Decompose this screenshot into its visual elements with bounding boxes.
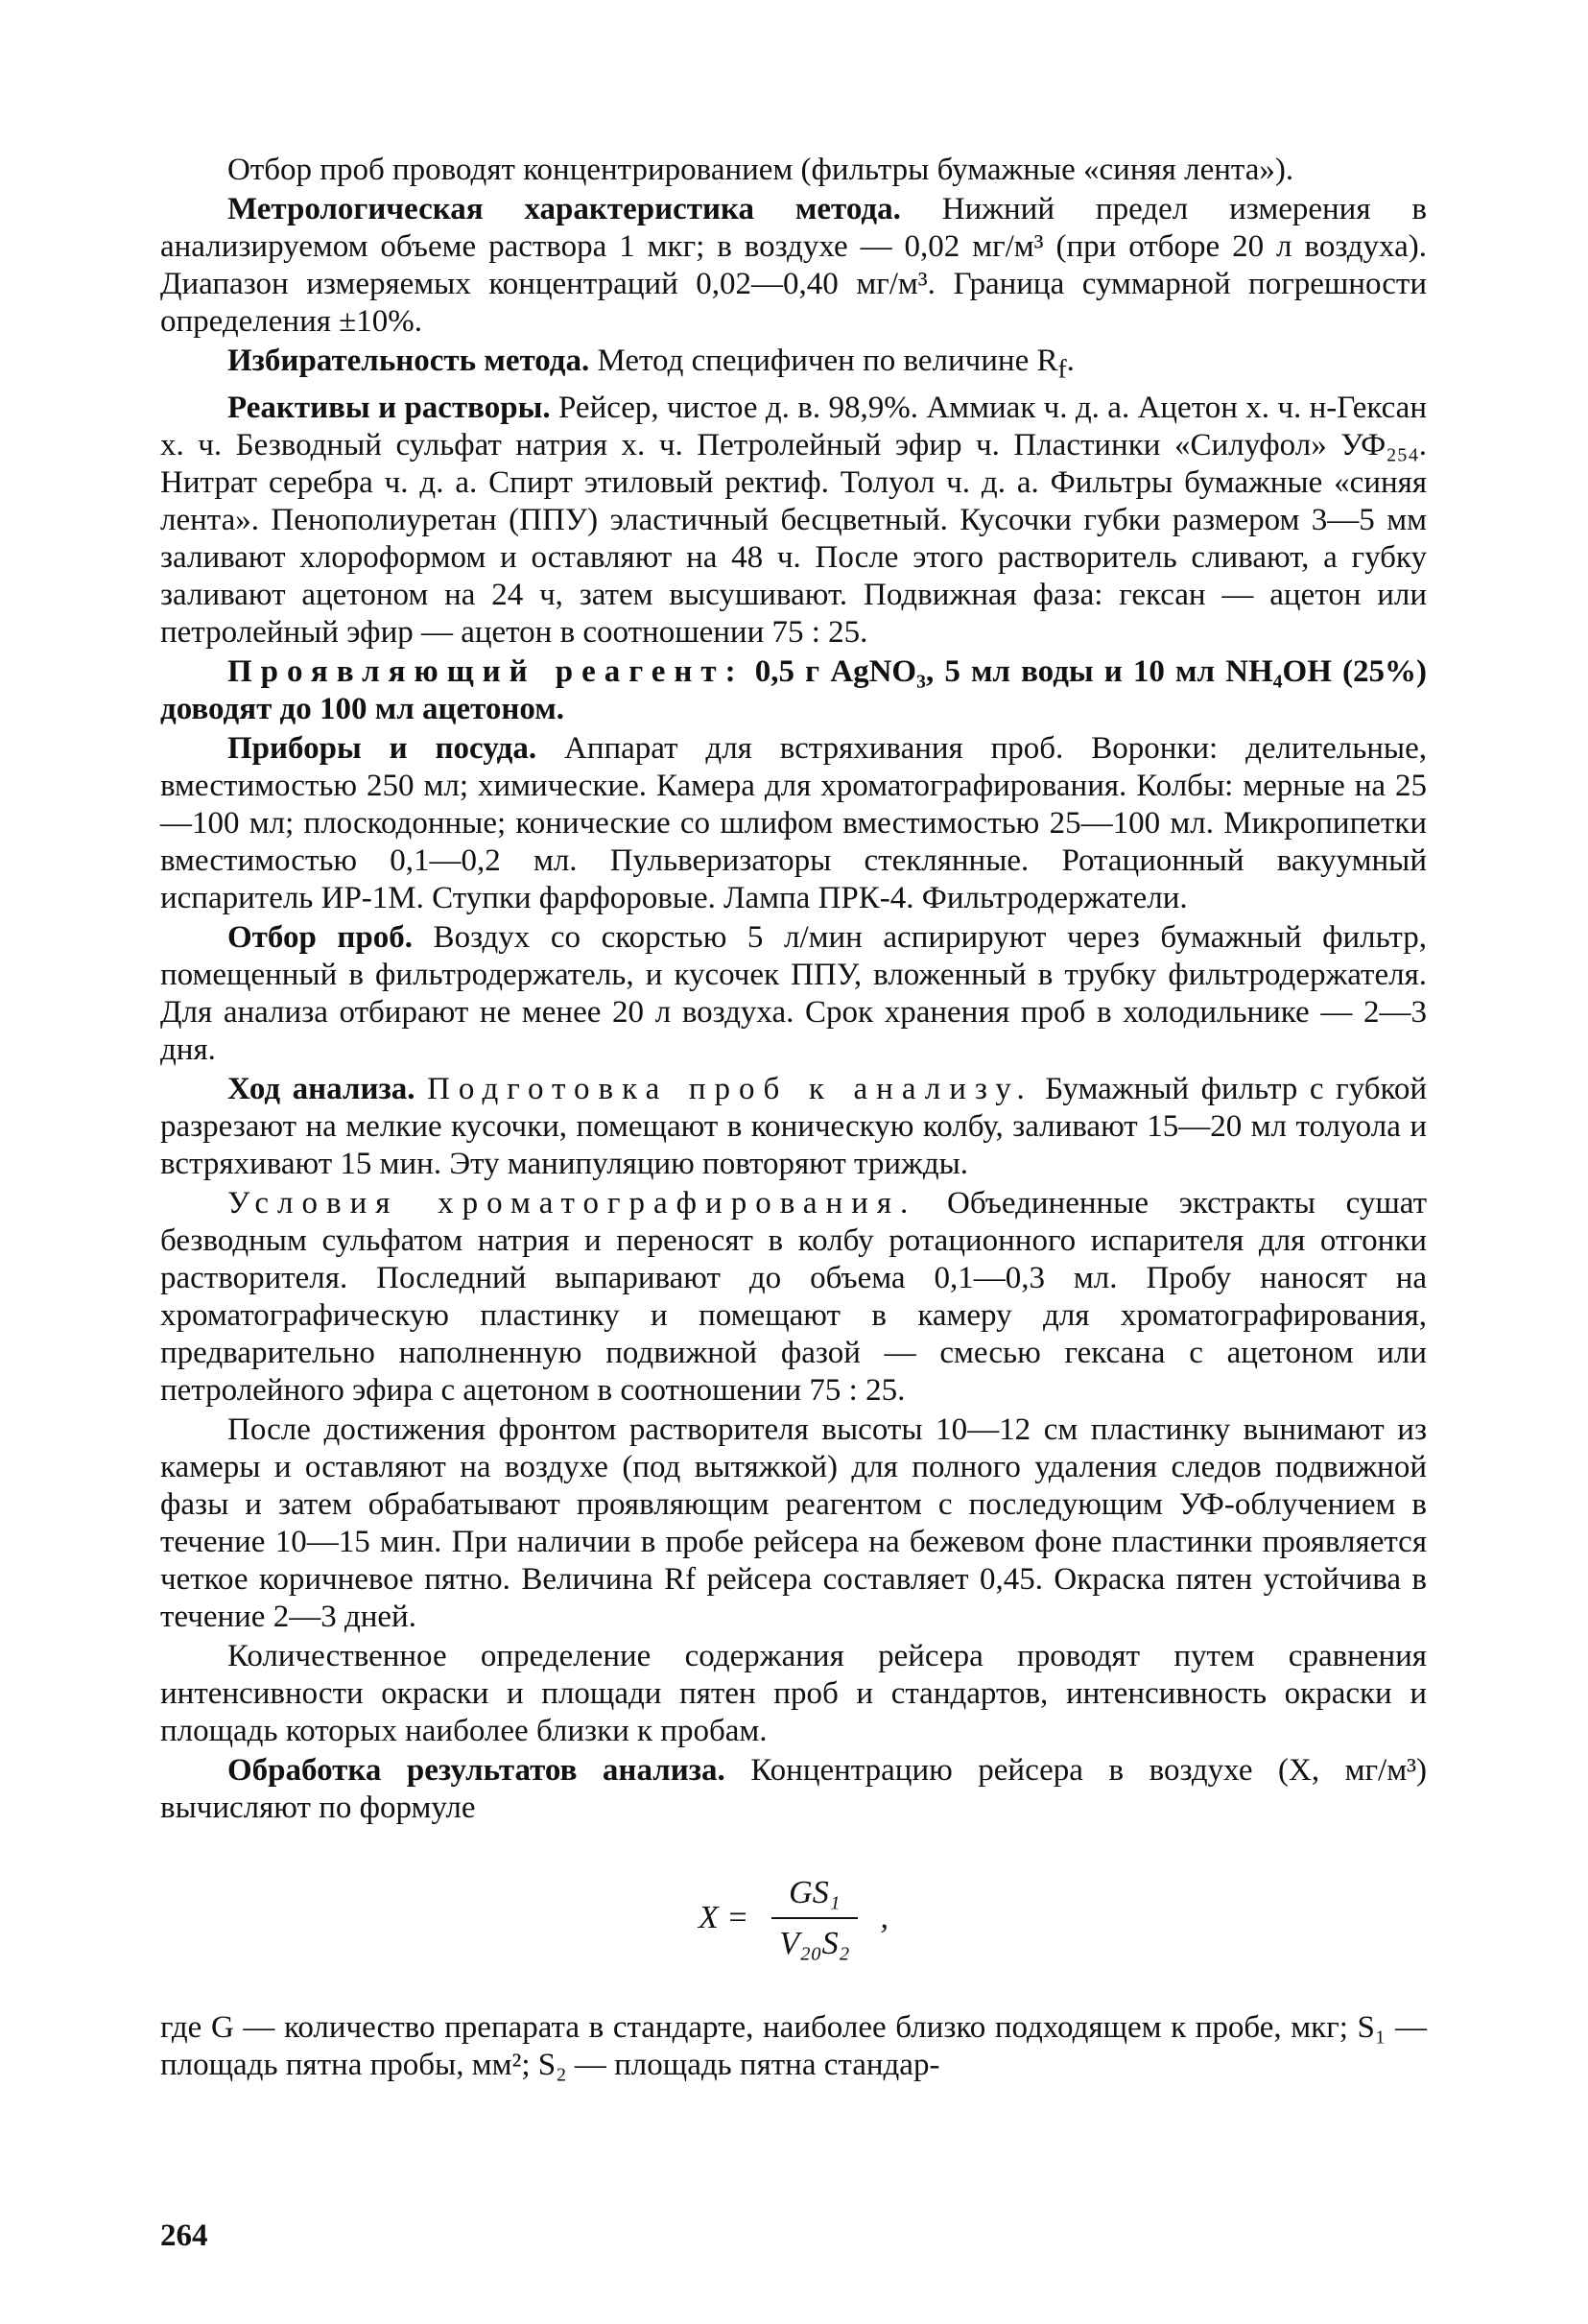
- page-number: 264: [160, 2218, 208, 2253]
- paragraph-selectivity: Избирательность метода. Метод специфичен по величине $R_f$.: [227, 344, 1075, 384]
- formula-lhs: X =: [699, 1900, 749, 1936]
- section-heading: Реактивы и растворы.: [227, 390, 551, 425]
- document-page: [160, 152, 1427, 2086]
- concentration-formula: [160, 1865, 1427, 1971]
- paragraph-quantitative: Количественное определение содержания рейсера проводят путем сравнения интенсивности окраски и площади пятен проб и стандартов, интенсивность окраски и площадь которых наиболее близки к пробам.: [160, 1638, 1427, 1748]
- paragraph-reagents: Реактивы и растворы. Рейсер, чистое д. в. 98,9%. Аммиак ч. д. а. Ацетон х. ч. н-Гексан х. ч. Безводный сульфат натрия х. ч. Петролейный эфир ч. Пластинки «Силуфол» УФ₂₅₄. Нитрат серебра ч. д. а. Спирт этиловый ректиф. Толуол ч. д. а. Фильтры бумажные «синяя лента». Пенополиуретан (ППУ) эластичный бесцветный. Кусочки губки размером 3—5 мм заливают хлороформом и оставляют на 48 ч. После этого растворитель сливают, а губку заливают ацетоном на 24 ч, затем высушивают. Подвижная фаза: гексан — ацетон или петролейный эфир — ацетон в соотношении 75 : 25.: [160, 390, 1427, 650]
- section-heading: Приборы и посуда.: [227, 730, 537, 766]
- paragraph-equipment: Приборы и посуда. Аппарат для встряхивания проб. Воронки: делительные, вместимостью 250 мл; химические. Камера для хроматографирования. Колбы: мерные на 25—100 мл; плоскодонные; конические со шлифом вместимостью 25—100 мл. Микропипетки вместимостью 0,1—0,2 мл. Пульверизаторы стеклянные. Ротационный вакуумный испаритель ИР-1М. Ступки фарфоровые. Лампа ПРК-4. Фильтродержатели.: [160, 730, 1427, 915]
- paragraph-variable-definitions: где G — количество препарата в стандарте, наиболее близко подходящем к пробе, мкг; S₁ — площадь пятна пробы, мм²; S₂ — площадь пятна стандар-: [160, 2009, 1427, 2082]
- paragraph-development: После достижения фронтом растворителя высоты 10—12 см пластинку вынимают из камеры и оставляют на воздухе (под вытяжкой) для полного удаления следов подвижной фазы и затем обрабатывают проявляющим реагентом с последующим УФ-облучением в течение 10—15 мин. При наличии в пробе рейсера на бежевом фоне пластинки проявляется четкое коричневое пятно. Величина Rf рейсера составляет 0,45. Окраска пятен устойчива в течение 2—3 дней.: [160, 1411, 1427, 1634]
- formula-fraction: [762, 1874, 866, 1962]
- formula-trail: ,: [880, 1900, 889, 1936]
- section-heading: Обработка результатов анализа.: [227, 1752, 725, 1788]
- paragraph-metrology: Метрологическая характеристика метода. Нижний предел измерения в анализируемом объеме раствора 1 мкг; в воздухе — 0,02 мг/м³ (при отборе 20 л воздуха). Диапазон измеряемых концентраций 0,02—0,40 мг/м³. Граница суммарной погрешности определения ±10%.: [160, 192, 1427, 339]
- section-heading: Отбор проб.: [227, 919, 413, 955]
- subsection-heading: Подготовка проб к анализу.: [427, 1071, 1033, 1106]
- section-heading: Проявляющий реагент:: [227, 653, 745, 689]
- paragraph-developing-reagent: Проявляющий реагент: 0,5 г AgNO₃, 5 мл воды и 10 мл NH₄OH (25%) доводят до 100 мл ацетоном.: [160, 653, 1427, 726]
- section-heading: Ход анализа.: [227, 1071, 415, 1106]
- paragraph-analysis: Ход анализа. Подготовка проб к анализу. Бумажный фильтр с губкой разрезают на мелкие кусочки, помещают в коническую колбу, заливают 15—20 мл толуола и встряхивают 15 мин. Эту манипуляцию повторяют трижды.: [160, 1071, 1428, 1181]
- formula-denominator: V₂₀S₂: [779, 1925, 850, 1961]
- paragraph-chromatography: Условия хроматографирования. Объединенные экстракты сушат безводным сульфатом натрия и переносят в колбу ротационного испарителя для отгонки растворителя. Последний выпаривают до объема 0,1—0,3 мл. Пробу наносят на хроматографическую пластинку и помещают в камеру для хроматографирования, предварительно наполненную подвижной фазой — смесью гексана с ацетоном или петролейного эфира с ацетоном в соотношении 75 : 25.: [160, 1185, 1427, 1408]
- subsection-heading: Условия хроматографирования.: [227, 1185, 917, 1221]
- formula-numerator: GS₁: [771, 1874, 857, 1919]
- section-heading: Метрологическая характеристика метода.: [227, 192, 901, 226]
- paragraph-sampling-intro: Отбор проб проводят концентрированием (фильтры бумажные «синяя лента»).: [227, 153, 1294, 187]
- section-heading: Избирательность метода.: [227, 344, 590, 378]
- paragraph-sampling: Отбор проб. Воздух со скорстью 5 л/мин аспирируют через бумажный фильтр, помещенный в фильтродержатель, и кусочек ППУ, вложенный в трубку фильтродержателя. Для анализа отбирают не менее 20 л воздуха. Срок хранения проб в холодильнике — 2—3 дня.: [160, 919, 1427, 1067]
- paragraph-results: Обработка результатов анализа. Концентрацию рейсера в воздухе (X, мг/м³) вычисляют по формуле: [160, 1752, 1427, 1825]
